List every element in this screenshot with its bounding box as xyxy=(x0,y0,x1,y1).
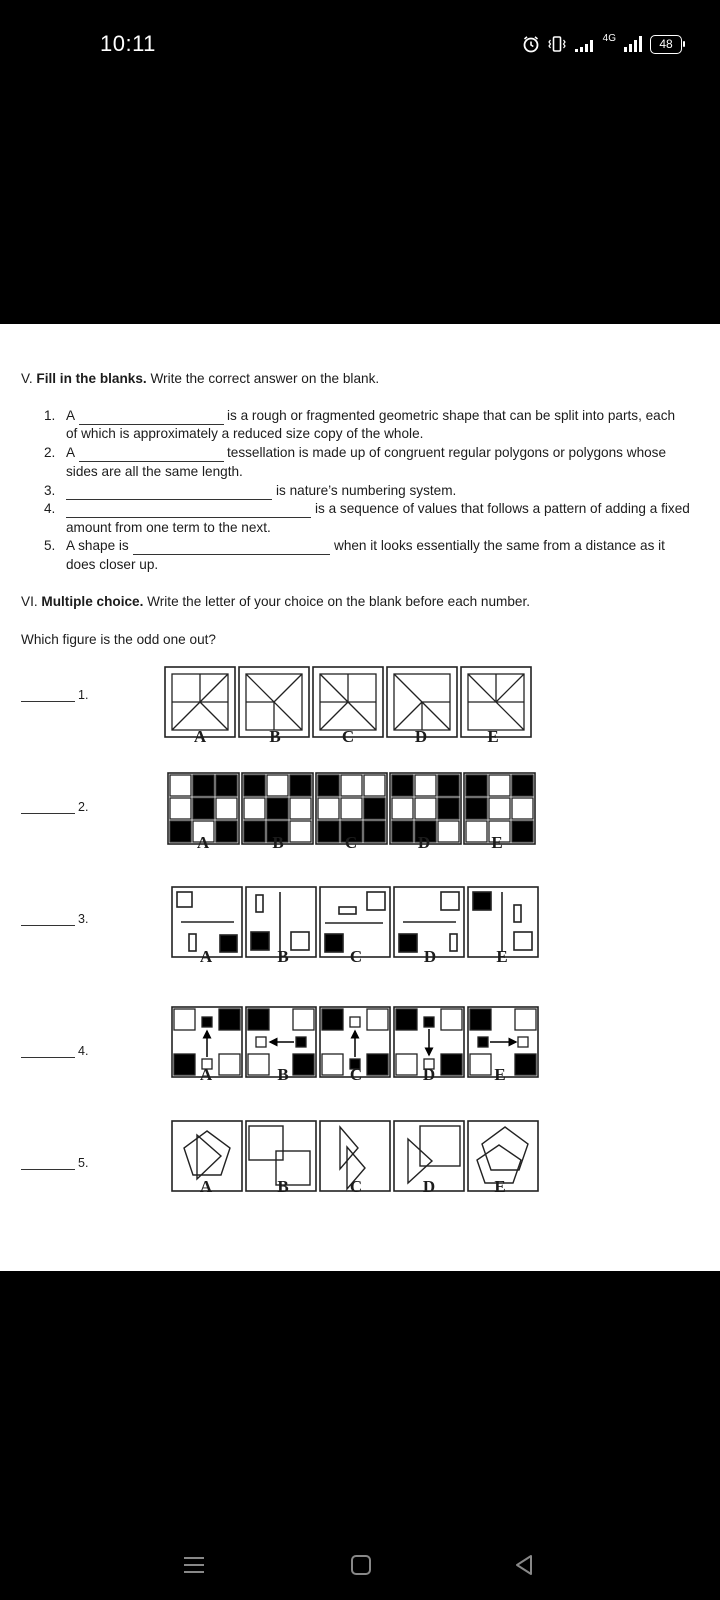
choice-letter: B xyxy=(277,1177,289,1196)
status-time: 10:11 xyxy=(100,31,156,56)
fill-item-number: 2. xyxy=(44,445,56,460)
choice-letter: E xyxy=(487,727,499,746)
choice-letter: A xyxy=(199,947,213,966)
fill-item-text: tessellation is made up of congruent regular polygons or polygons whose xyxy=(227,445,667,460)
fill-item-number: 1. xyxy=(44,408,56,423)
question-number: 5. xyxy=(78,1156,89,1170)
choice-letter: D xyxy=(422,1065,436,1084)
figure-sets xyxy=(0,324,720,1271)
network-type: 4G xyxy=(602,33,616,44)
recent-apps-icon[interactable] xyxy=(183,1554,205,1576)
choice-letter: B xyxy=(277,1065,289,1084)
choice-letter: B xyxy=(277,947,289,966)
choice-letter: A xyxy=(199,1065,213,1084)
signal-weak-icon xyxy=(574,35,596,53)
navigation-bar xyxy=(0,1520,720,1600)
fill-item-prefix: A xyxy=(66,445,76,460)
question-number: 3. xyxy=(78,912,89,926)
fill-item-text: is nature’s numbering system. xyxy=(276,483,457,498)
battery-icon: 48 xyxy=(650,35,682,54)
choice-letter: A xyxy=(196,833,210,852)
section-5-instruction: Write the correct answer on the blank. xyxy=(150,371,380,386)
fill-item-text: is a sequence of values that follows a pattern of adding a fixed xyxy=(315,501,690,516)
question-number: 4. xyxy=(78,1044,89,1058)
alarm-icon xyxy=(522,35,540,53)
fill-item-text: is a rough or fragmented geometric shape that can be split into parts, each xyxy=(227,408,676,423)
section-5-number: V. xyxy=(21,371,33,386)
choice-letter: C xyxy=(344,833,358,852)
section-6-instruction: Write the letter of your choice on the blank before each number. xyxy=(147,594,531,609)
fill-item-continuation: does closer up. xyxy=(66,557,159,572)
section-6-title: Multiple choice. xyxy=(41,594,144,609)
status-bar xyxy=(0,0,720,90)
choice-letter: E xyxy=(494,1065,506,1084)
signal-strength-icon xyxy=(623,35,643,53)
choice-letter: B xyxy=(272,833,284,852)
fill-item-text: when it looks essentially the same from a distance as it xyxy=(334,538,665,553)
choice-letter: C xyxy=(349,947,363,966)
choice-letter: D xyxy=(423,947,437,966)
choice-letter: C xyxy=(349,1177,363,1196)
choice-letter: A xyxy=(193,727,207,746)
choice-letter: D xyxy=(417,833,431,852)
fill-item-number: 5. xyxy=(44,538,56,553)
choice-letter: D xyxy=(414,727,428,746)
status-icons xyxy=(522,32,682,56)
choice-letter: E xyxy=(496,947,508,966)
choice-letter: D xyxy=(422,1177,436,1196)
choice-letter: E xyxy=(491,833,503,852)
choice-letter: E xyxy=(494,1177,506,1196)
choice-letter: C xyxy=(349,1065,363,1084)
section-6-number: VI. xyxy=(21,594,38,609)
fill-item-number: 3. xyxy=(44,483,56,498)
fill-item-continuation: amount from one term to the next. xyxy=(66,520,271,535)
home-icon[interactable] xyxy=(350,1554,372,1576)
fill-item-continuation: of which is approximately a reduced size copy of the whole. xyxy=(66,426,424,441)
question-prompt: Which figure is the odd one out? xyxy=(21,632,216,647)
choice-letter: B xyxy=(269,727,281,746)
back-icon[interactable] xyxy=(513,1554,535,1576)
question-number: 1. xyxy=(78,688,89,702)
choice-letter: A xyxy=(199,1177,213,1196)
fill-item-prefix: A xyxy=(66,408,76,423)
vibrate-icon xyxy=(547,35,567,53)
choice-letter: C xyxy=(341,727,355,746)
section-5-title: Fill in the blanks. xyxy=(36,371,147,386)
document-page xyxy=(0,324,720,1271)
fill-item-continuation: sides are all the same length. xyxy=(66,464,243,479)
question-number: 2. xyxy=(78,800,89,814)
fill-item-prefix: A shape is xyxy=(66,538,129,553)
fill-item-number: 4. xyxy=(44,501,56,516)
